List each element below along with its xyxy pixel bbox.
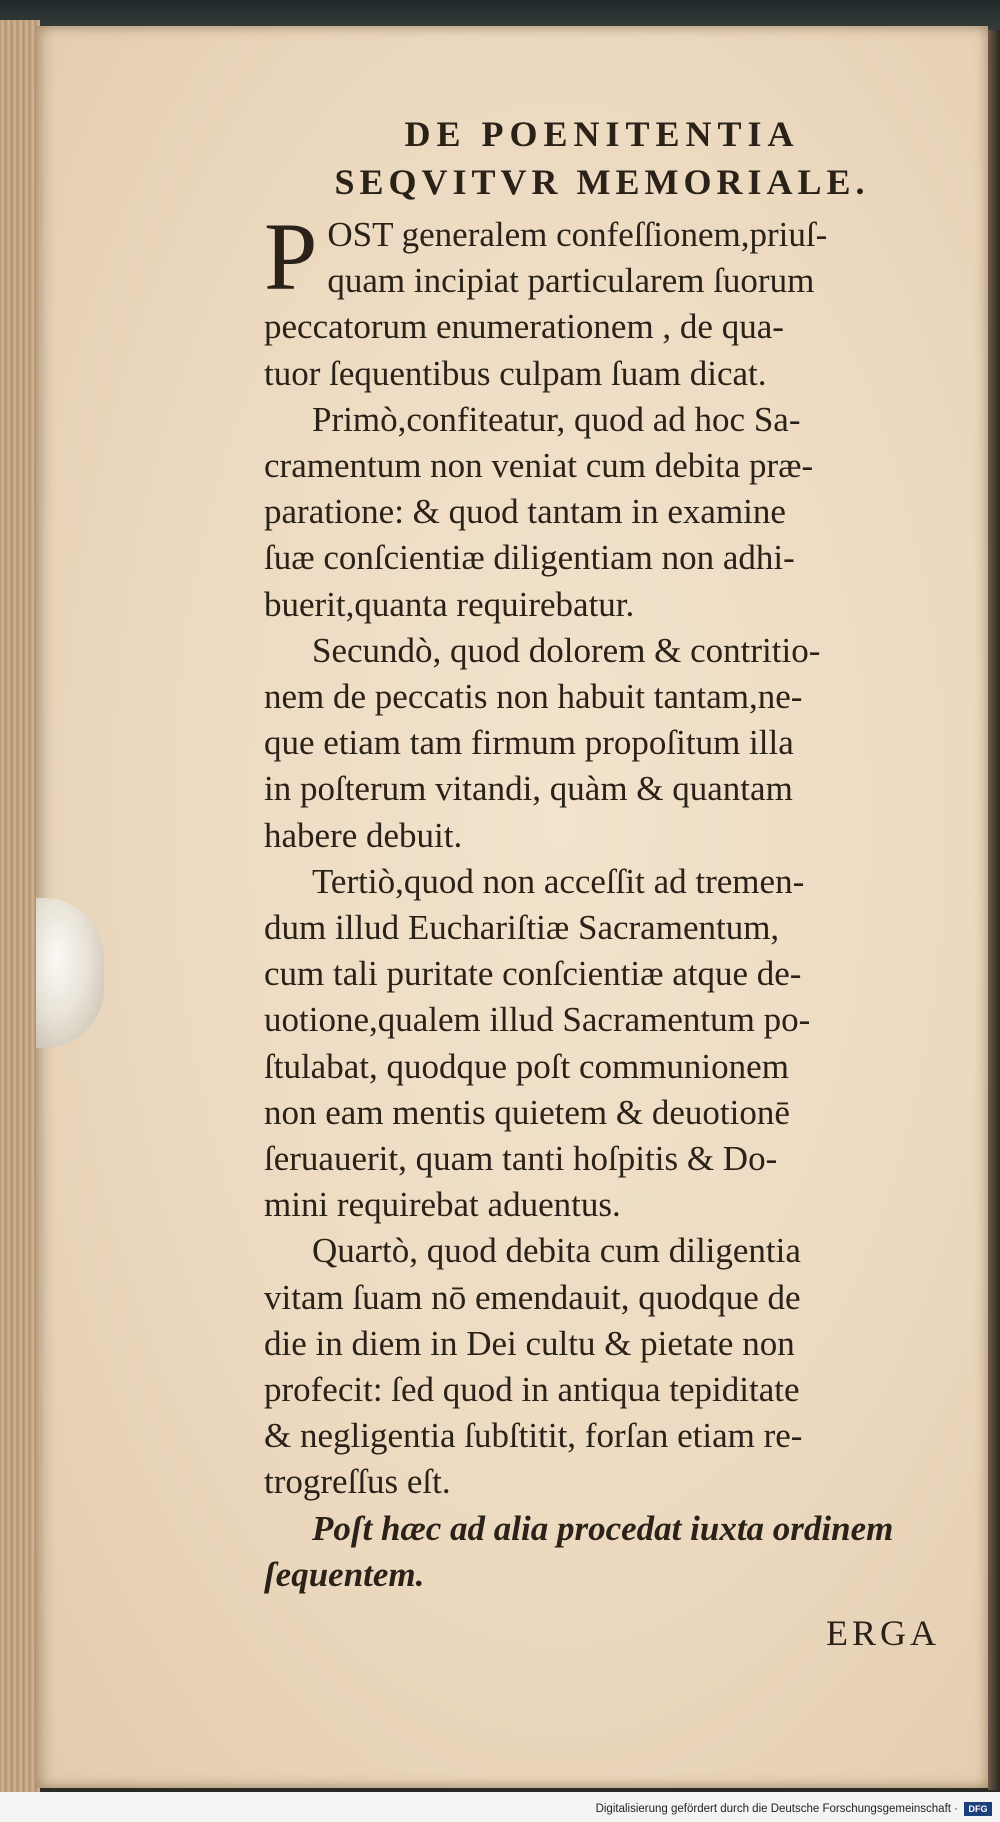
paragraph-3 (264, 628, 940, 859)
text-line: die in diem in Dei cultu & pietate non (264, 1323, 795, 1363)
page-subtitle: SEQVITVR MEMORIALE. (334, 162, 870, 202)
paragraph-4 (264, 859, 940, 1229)
text-line: buerit,quanta requirebatur. (264, 584, 635, 624)
paragraph-2 (264, 397, 940, 628)
text-line: ſtulabat, quodque poſt communionem (264, 1046, 789, 1086)
text-line: que etiam tam firmum propoſitum illa (264, 723, 794, 763)
text-line: uotione,qualem illud Sacramentum po- (264, 1000, 811, 1040)
text-line: profecit: ſed quod in antiqua tepiditate (264, 1370, 800, 1410)
catchword: ERGA (826, 1613, 940, 1654)
text-line: peccatorum enumerationem , de qua- (264, 307, 784, 347)
text-line: ſuæ conſcientiæ diligentiam non adhi- (264, 538, 795, 578)
text-line: dum illud Euchariſtiæ Sacramentum, (264, 908, 780, 948)
text-line: vitam ſuam nō emendauit, quodque de (264, 1277, 801, 1317)
page-title: DE POENITENTIA (404, 114, 800, 154)
paragraph-5 (264, 1228, 940, 1505)
text-line: habere debuit. (264, 815, 463, 855)
text-line: Quartò, quod debita cum diligentia (312, 1231, 801, 1271)
binding-shadow (988, 30, 1000, 1790)
text-line: OST generalem confeſſionem,priuſ- (327, 215, 828, 254)
page-text (264, 110, 940, 1654)
text-line: Tertiò,quod non acceſſit ad tremen- (312, 861, 805, 901)
text-line: cum tali puritate conſcientiæ atque de- (264, 954, 802, 994)
footer-bar (0, 1792, 1000, 1822)
paragraph-1 (264, 203, 940, 397)
page-edges (0, 20, 40, 1792)
text-line: Secundò, quod dolorem & contritio- (312, 630, 821, 670)
text-line: cramentum non veniat cum debita præ- (264, 446, 814, 486)
text-line: tuor ſequentibus culpam ſuam dicat. (264, 353, 767, 393)
clasp-reflection (36, 898, 104, 1048)
text-line: & negligentia ſubſtitit, forſan etiam re- (264, 1416, 803, 1456)
dfg-logo: DFG (964, 1802, 992, 1816)
funding-credit: Digitalisierung gefördert durch die Deutsche Forschungsgemeinschaft · (595, 1803, 958, 1815)
text-line: nem de peccatis non habuit tantam,ne- (264, 677, 803, 717)
text-line: ſequentem. (264, 1554, 425, 1594)
text-line: non eam mentis quietem & deuotionē (264, 1092, 790, 1132)
text-line: mini requirebat aduentus. (264, 1185, 621, 1225)
text-line: Primò,confiteatur, quod ad hoc Sa- (312, 399, 801, 439)
text-line: trogreſſus eſt. (264, 1462, 451, 1502)
text-line: Poſt hæc ad alia procedat iuxta ordinem (312, 1508, 894, 1548)
text-line: quam incipiat particularem ſuorum (327, 261, 815, 301)
text-line: ſeruauerit, quam tanti hoſpitis & Do- (264, 1139, 778, 1179)
closing-instruction (264, 1506, 940, 1598)
text-line: paratione: & quod tantam in examine (264, 492, 786, 532)
text-line: in poſterum vitandi, quàm & quantam (264, 769, 793, 809)
drop-cap: P (264, 203, 318, 310)
